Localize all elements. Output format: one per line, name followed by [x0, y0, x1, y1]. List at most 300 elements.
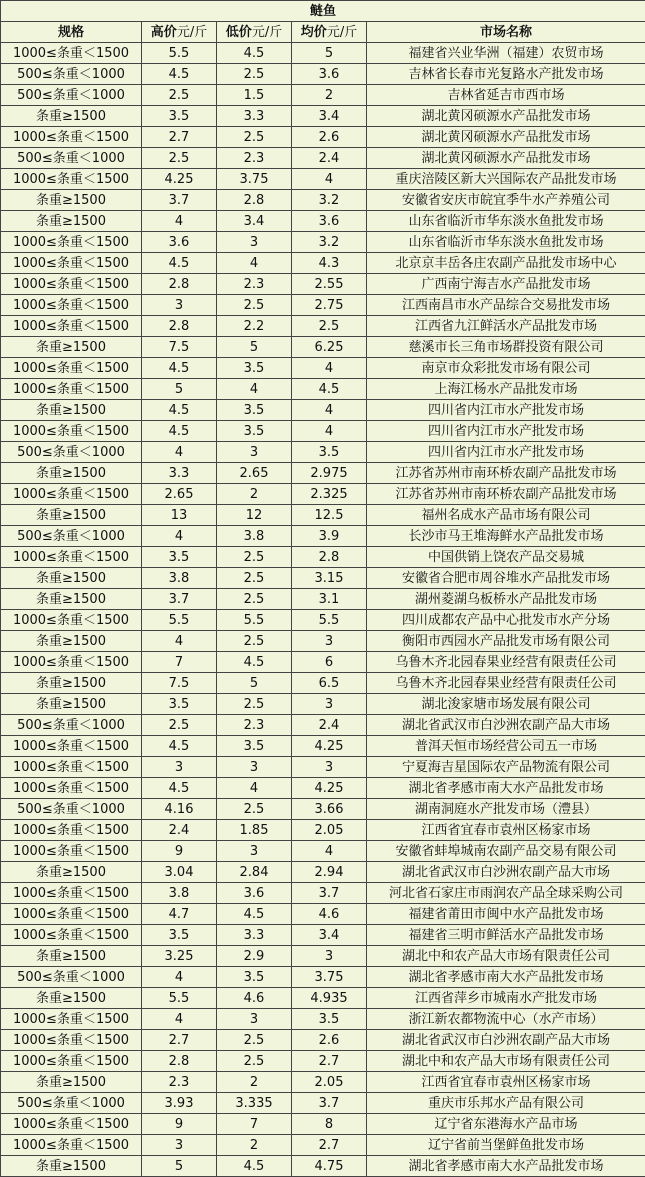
cell-market-name: 辽宁省东港海水产品市场 [367, 1114, 645, 1135]
cell-avg-price: 12.5 [292, 505, 367, 526]
cell-high-price: 4 [142, 211, 217, 232]
cell-high-price: 4.5 [142, 64, 217, 85]
cell-avg-price: 3.2 [292, 232, 367, 253]
cell-low-price: 4 [217, 379, 292, 400]
cell-high-price: 4 [142, 1009, 217, 1030]
table-row [1, 568, 645, 589]
cell-high-price: 4.5 [142, 421, 217, 442]
cell-high-price: 4.5 [142, 736, 217, 757]
cell-low-price: 7 [217, 1114, 292, 1135]
cell-spec: 条重≥1500 [1, 400, 142, 421]
cell-high-price: 2.7 [142, 1030, 217, 1051]
cell-low-price: 2.2 [217, 316, 292, 337]
table-row [1, 652, 645, 673]
cell-market-name: 浙江新农都物流中心（水产市场） [367, 1009, 645, 1030]
cell-low-price: 4.5 [217, 1156, 292, 1177]
cell-spec: 条重≥1500 [1, 1156, 142, 1177]
cell-avg-price: 3.66 [292, 799, 367, 820]
cell-avg-price: 3.7 [292, 1093, 367, 1114]
cell-high-price: 5 [142, 379, 217, 400]
cell-high-price: 4.5 [142, 358, 217, 379]
cell-high-price: 2.3 [142, 1072, 217, 1093]
cell-spec: 1000≤条重＜1500 [1, 1030, 142, 1051]
cell-high-price: 3 [142, 1135, 217, 1156]
cell-low-price: 3 [217, 442, 292, 463]
cell-low-price: 4 [217, 778, 292, 799]
cell-high-price: 3 [142, 295, 217, 316]
cell-market-name: 福建省三明市鲜活水产品批发市场 [367, 925, 645, 946]
cell-market-name: 湖北省孝感市南大水产品批发市场 [367, 967, 645, 988]
cell-market-name: 湖北省武汉市白沙洲农副产品大市场 [367, 862, 645, 883]
table-row [1, 799, 645, 820]
cell-market-name: 辽宁省前当堡鲜鱼批发市场 [367, 1135, 645, 1156]
cell-low-price: 2.5 [217, 589, 292, 610]
cell-avg-price: 3.5 [292, 1009, 367, 1030]
table-row [1, 232, 645, 253]
table-row [1, 547, 645, 568]
cell-high-price: 3.6 [142, 232, 217, 253]
cell-high-price: 7.5 [142, 673, 217, 694]
cell-spec: 条重≥1500 [1, 463, 142, 484]
cell-spec: 1000≤条重＜1500 [1, 421, 142, 442]
cell-market-name: 长沙市马王堆海鲜水产品批发市场 [367, 526, 645, 547]
table-row [1, 526, 645, 547]
table-title: 鲢鱼 [1, 1, 645, 22]
cell-spec: 500≤条重＜1000 [1, 442, 142, 463]
cell-market-name: 四川省内江市水产批发市场 [367, 400, 645, 421]
cell-spec: 1000≤条重＜1500 [1, 1009, 142, 1030]
cell-low-price: 2.65 [217, 463, 292, 484]
cell-market-name: 安徽省安庆市皖宜季牛水产养殖公司 [367, 190, 645, 211]
cell-spec: 500≤条重＜1000 [1, 799, 142, 820]
cell-spec: 1000≤条重＜1500 [1, 379, 142, 400]
cell-spec: 1000≤条重＜1500 [1, 1135, 142, 1156]
header-high-unit: 元/斤 [176, 24, 208, 40]
cell-spec: 500≤条重＜1000 [1, 526, 142, 547]
cell-high-price: 4.5 [142, 778, 217, 799]
cell-avg-price: 3 [292, 631, 367, 652]
cell-high-price: 4 [142, 967, 217, 988]
cell-high-price: 5.5 [142, 988, 217, 1009]
table-row [1, 85, 645, 106]
header-high: 高价元/斤 [142, 22, 217, 43]
cell-market-name: 湖北中和农产品大市场有限责任公司 [367, 946, 645, 967]
header-low: 低价元/斤 [217, 22, 292, 43]
cell-spec: 1000≤条重＜1500 [1, 127, 142, 148]
cell-low-price: 2.8 [217, 190, 292, 211]
cell-high-price: 3.8 [142, 883, 217, 904]
cell-avg-price: 3.5 [292, 442, 367, 463]
cell-avg-price: 2.5 [292, 316, 367, 337]
cell-avg-price: 4.5 [292, 379, 367, 400]
cell-spec: 条重≥1500 [1, 1072, 142, 1093]
cell-spec: 条重≥1500 [1, 631, 142, 652]
table-row [1, 1030, 645, 1051]
cell-low-price: 2.5 [217, 64, 292, 85]
cell-low-price: 3.75 [217, 169, 292, 190]
cell-market-name: 湖北省孝感市南大水产品批发市场 [367, 1156, 645, 1177]
cell-spec: 1000≤条重＜1500 [1, 904, 142, 925]
table-row [1, 904, 645, 925]
table-row [1, 358, 645, 379]
cell-avg-price: 6 [292, 652, 367, 673]
cell-low-price: 2 [217, 1135, 292, 1156]
cell-high-price: 2.5 [142, 715, 217, 736]
cell-high-price: 9 [142, 841, 217, 862]
cell-spec: 1000≤条重＜1500 [1, 610, 142, 631]
cell-high-price: 3.8 [142, 568, 217, 589]
cell-high-price: 4 [142, 526, 217, 547]
cell-high-price: 2.5 [142, 148, 217, 169]
cell-spec: 1000≤条重＜1500 [1, 232, 142, 253]
cell-avg-price: 2.4 [292, 148, 367, 169]
cell-spec: 1000≤条重＜1500 [1, 274, 142, 295]
cell-avg-price: 4.6 [292, 904, 367, 925]
table-body [1, 43, 645, 1177]
cell-high-price: 4.5 [142, 400, 217, 421]
cell-high-price: 3.25 [142, 946, 217, 967]
cell-market-name: 四川省内江市水产批发市场 [367, 442, 645, 463]
table-row [1, 421, 645, 442]
cell-high-price: 4 [142, 631, 217, 652]
cell-market-name: 湖北中和农产品大市场有限责任公司 [367, 1051, 645, 1072]
cell-market-name: 福州名成水产品市场有限公司 [367, 505, 645, 526]
cell-high-price: 3.5 [142, 694, 217, 715]
cell-market-name: 广西南宁海吉水产品批发市场 [367, 274, 645, 295]
table-row [1, 841, 645, 862]
cell-spec: 500≤条重＜1000 [1, 715, 142, 736]
cell-spec: 条重≥1500 [1, 337, 142, 358]
cell-market-name: 重庆涪陵区新大兴国际农产品批发市场 [367, 169, 645, 190]
cell-spec: 条重≥1500 [1, 694, 142, 715]
cell-avg-price: 2.55 [292, 274, 367, 295]
cell-avg-price: 3.6 [292, 64, 367, 85]
cell-spec: 1000≤条重＜1500 [1, 43, 142, 64]
cell-low-price: 3 [217, 1009, 292, 1030]
cell-avg-price: 4 [292, 169, 367, 190]
table-row [1, 1114, 645, 1135]
cell-avg-price: 4.25 [292, 778, 367, 799]
cell-market-name: 湖北浚家塘市场发展有限公司 [367, 694, 645, 715]
cell-avg-price: 3.9 [292, 526, 367, 547]
cell-high-price: 4.25 [142, 169, 217, 190]
cell-avg-price: 2.8 [292, 547, 367, 568]
cell-low-price: 4.5 [217, 904, 292, 925]
cell-high-price: 2.7 [142, 127, 217, 148]
cell-spec: 1000≤条重＜1500 [1, 253, 142, 274]
table-row [1, 379, 645, 400]
cell-high-price: 3.7 [142, 190, 217, 211]
table-row [1, 463, 645, 484]
cell-high-price: 3.3 [142, 463, 217, 484]
cell-avg-price: 3 [292, 757, 367, 778]
table-row [1, 883, 645, 904]
cell-high-price: 3.5 [142, 547, 217, 568]
cell-market-name: 中国供销上饶农产品交易城 [367, 547, 645, 568]
cell-market-name: 湖北黄冈硕源水产品批发市场 [367, 148, 645, 169]
cell-avg-price: 4 [292, 358, 367, 379]
cell-avg-price: 2.94 [292, 862, 367, 883]
cell-market-name: 江苏省苏州市南环桥农副产品批发市场 [367, 463, 645, 484]
cell-low-price: 2.3 [217, 148, 292, 169]
cell-spec: 条重≥1500 [1, 505, 142, 526]
cell-spec: 1000≤条重＜1500 [1, 925, 142, 946]
cell-market-name: 普洱天恒市场经营公司五一市场 [367, 736, 645, 757]
cell-low-price: 3.5 [217, 736, 292, 757]
cell-avg-price: 2.6 [292, 127, 367, 148]
cell-avg-price: 5 [292, 43, 367, 64]
cell-high-price: 3 [142, 757, 217, 778]
cell-spec: 条重≥1500 [1, 673, 142, 694]
cell-high-price: 3.04 [142, 862, 217, 883]
cell-avg-price: 2.325 [292, 484, 367, 505]
cell-avg-price: 3.4 [292, 925, 367, 946]
table-row [1, 673, 645, 694]
table-row [1, 505, 645, 526]
cell-low-price: 3.4 [217, 211, 292, 232]
cell-market-name: 重庆市乐邦水产品有限公司 [367, 1093, 645, 1114]
cell-low-price: 1.5 [217, 85, 292, 106]
cell-avg-price: 2.05 [292, 1072, 367, 1093]
table-row [1, 757, 645, 778]
cell-low-price: 2.5 [217, 694, 292, 715]
table-row [1, 64, 645, 85]
cell-high-price: 3.5 [142, 925, 217, 946]
cell-market-name: 宁夏海吉星国际农产品物流有限公司 [367, 757, 645, 778]
cell-high-price: 3.7 [142, 589, 217, 610]
cell-spec: 条重≥1500 [1, 106, 142, 127]
cell-avg-price: 2.05 [292, 820, 367, 841]
cell-market-name: 安徽省蚌埠城南农副产品交易有限公司 [367, 841, 645, 862]
cell-low-price: 4 [217, 253, 292, 274]
cell-low-price: 2.5 [217, 799, 292, 820]
table-row [1, 169, 645, 190]
cell-low-price: 3.5 [217, 421, 292, 442]
cell-avg-price: 2 [292, 85, 367, 106]
cell-market-name: 四川省内江市水产批发市场 [367, 421, 645, 442]
cell-low-price: 5 [217, 673, 292, 694]
table-row [1, 631, 645, 652]
cell-avg-price: 4 [292, 841, 367, 862]
cell-avg-price: 2.6 [292, 1030, 367, 1051]
table-row [1, 211, 645, 232]
cell-avg-price: 3 [292, 946, 367, 967]
cell-market-name: 乌鲁木齐北园春果业经营有限责任公司 [367, 652, 645, 673]
cell-market-name: 安徽省合肥市周谷堆水产品批发市场 [367, 568, 645, 589]
cell-high-price: 2.8 [142, 274, 217, 295]
cell-spec: 500≤条重＜1000 [1, 85, 142, 106]
cell-market-name: 湖北省孝感市南大水产品批发市场 [367, 778, 645, 799]
cell-avg-price: 3.15 [292, 568, 367, 589]
table-row [1, 925, 645, 946]
cell-market-name: 南京市众彩批发市场有限公司 [367, 358, 645, 379]
cell-low-price: 2.3 [217, 715, 292, 736]
table-row [1, 778, 645, 799]
cell-low-price: 4.6 [217, 988, 292, 1009]
cell-market-name: 慈溪市长三角市场群投资有限公司 [367, 337, 645, 358]
table-row [1, 1135, 645, 1156]
cell-high-price: 5.5 [142, 43, 217, 64]
table-row [1, 316, 645, 337]
cell-spec: 1000≤条重＜1500 [1, 883, 142, 904]
header-market: 市场名称 [367, 22, 645, 43]
cell-spec: 条重≥1500 [1, 862, 142, 883]
cell-spec: 条重≥1500 [1, 988, 142, 1009]
cell-spec: 1000≤条重＜1500 [1, 841, 142, 862]
cell-avg-price: 4.25 [292, 736, 367, 757]
cell-low-price: 2.5 [217, 568, 292, 589]
cell-avg-price: 6.5 [292, 673, 367, 694]
cell-market-name: 四川成都农产品中心批发市水产分场 [367, 610, 645, 631]
cell-market-name: 湖北省武汉市白沙洲农副产品大市场 [367, 1030, 645, 1051]
cell-high-price: 4.5 [142, 253, 217, 274]
cell-low-price: 5 [217, 337, 292, 358]
cell-high-price: 2.8 [142, 316, 217, 337]
table-row [1, 127, 645, 148]
cell-high-price: 2.8 [142, 1051, 217, 1072]
cell-spec: 1000≤条重＜1500 [1, 547, 142, 568]
cell-market-name: 湖州菱湖乌板桥水产品批发市场 [367, 589, 645, 610]
cell-high-price: 4 [142, 442, 217, 463]
cell-market-name: 江苏省苏州市南环桥农副产品批发市场 [367, 484, 645, 505]
cell-avg-price: 3.75 [292, 967, 367, 988]
cell-spec: 1000≤条重＜1500 [1, 1051, 142, 1072]
cell-avg-price: 2.7 [292, 1051, 367, 1072]
cell-avg-price: 3.2 [292, 190, 367, 211]
table-row [1, 400, 645, 421]
cell-spec: 500≤条重＜1000 [1, 967, 142, 988]
cell-market-name: 江西南昌市水产品综合交易批发市场 [367, 295, 645, 316]
cell-spec: 1000≤条重＜1500 [1, 484, 142, 505]
cell-spec: 1000≤条重＜1500 [1, 778, 142, 799]
table-row [1, 253, 645, 274]
cell-high-price: 3.5 [142, 106, 217, 127]
header-spec: 规格 [1, 22, 142, 43]
cell-low-price: 2.5 [217, 631, 292, 652]
cell-low-price: 3.6 [217, 883, 292, 904]
cell-low-price: 3.5 [217, 967, 292, 988]
cell-market-name: 江西省宜春市袁州区杨家市场 [367, 820, 645, 841]
table-row [1, 967, 645, 988]
table-row [1, 988, 645, 1009]
cell-market-name: 上海江杨水产品批发市场 [367, 379, 645, 400]
cell-low-price: 2.5 [217, 547, 292, 568]
table-row [1, 1072, 645, 1093]
cell-avg-price: 2.975 [292, 463, 367, 484]
cell-high-price: 4.16 [142, 799, 217, 820]
cell-market-name: 湖北黄冈硕源水产品批发市场 [367, 127, 645, 148]
cell-high-price: 2.4 [142, 820, 217, 841]
table-row [1, 589, 645, 610]
cell-spec: 500≤条重＜1000 [1, 148, 142, 169]
cell-avg-price: 4 [292, 421, 367, 442]
cell-low-price: 2.9 [217, 946, 292, 967]
cell-market-name: 福建省莆田市闽中水产品批发市场 [367, 904, 645, 925]
cell-low-price: 3.3 [217, 106, 292, 127]
table-row [1, 715, 645, 736]
cell-low-price: 2.3 [217, 274, 292, 295]
cell-market-name: 江西省宜春市袁州区杨家市场 [367, 1072, 645, 1093]
cell-market-name: 衡阳市西园水产品批发市场有限公司 [367, 631, 645, 652]
cell-avg-price: 4.935 [292, 988, 367, 1009]
cell-low-price: 4.5 [217, 43, 292, 64]
cell-spec: 1000≤条重＜1500 [1, 736, 142, 757]
table-row [1, 106, 645, 127]
table-row [1, 820, 645, 841]
cell-market-name: 湖北省武汉市白沙洲农副产品大市场 [367, 715, 645, 736]
cell-low-price: 2 [217, 1072, 292, 1093]
cell-market-name: 江西省萍乡市城南水产批发市场 [367, 988, 645, 1009]
cell-market-name: 吉林省延吉市西市场 [367, 85, 645, 106]
cell-avg-price: 2.7 [292, 1135, 367, 1156]
table-row [1, 442, 645, 463]
cell-low-price: 2.5 [217, 295, 292, 316]
cell-spec: 1000≤条重＜1500 [1, 316, 142, 337]
table-row [1, 484, 645, 505]
table-row [1, 43, 645, 64]
cell-market-name: 山东省临沂市华东淡水鱼批发市场 [367, 211, 645, 232]
cell-high-price: 13 [142, 505, 217, 526]
cell-spec: 条重≥1500 [1, 946, 142, 967]
cell-low-price: 3 [217, 232, 292, 253]
table-row [1, 946, 645, 967]
title-row [1, 1, 645, 22]
cell-market-name: 北京京丰岳各庄农副产品批发市场中心 [367, 253, 645, 274]
cell-high-price: 2.5 [142, 85, 217, 106]
cell-avg-price: 3.7 [292, 883, 367, 904]
cell-low-price: 3.335 [217, 1093, 292, 1114]
table-row [1, 694, 645, 715]
header-low-unit: 元/斤 [251, 24, 283, 40]
cell-low-price: 2.84 [217, 862, 292, 883]
header-row [1, 22, 645, 43]
cell-low-price: 3.5 [217, 358, 292, 379]
cell-avg-price: 4.75 [292, 1156, 367, 1177]
cell-low-price: 3.3 [217, 925, 292, 946]
cell-market-name: 河北省石家庄市雨润农产品全球采购公司 [367, 883, 645, 904]
table-row [1, 295, 645, 316]
cell-spec: 1000≤条重＜1500 [1, 757, 142, 778]
cell-high-price: 5.5 [142, 610, 217, 631]
cell-avg-price: 3 [292, 694, 367, 715]
cell-avg-price: 3.6 [292, 211, 367, 232]
table-row [1, 190, 645, 211]
cell-spec: 1000≤条重＜1500 [1, 358, 142, 379]
cell-spec: 1000≤条重＜1500 [1, 1114, 142, 1135]
cell-spec: 条重≥1500 [1, 589, 142, 610]
cell-market-name: 湖北黄冈硕源水产品批发市场 [367, 106, 645, 127]
table-row [1, 337, 645, 358]
cell-low-price: 2.5 [217, 1051, 292, 1072]
cell-market-name: 江西省九江鲜活水产品批发市场 [367, 316, 645, 337]
cell-spec: 500≤条重＜1000 [1, 1093, 142, 1114]
cell-avg-price: 5.5 [292, 610, 367, 631]
cell-low-price: 3 [217, 757, 292, 778]
cell-high-price: 5 [142, 1156, 217, 1177]
cell-high-price: 3.93 [142, 1093, 217, 1114]
table-row [1, 1156, 645, 1177]
cell-low-price: 1.85 [217, 820, 292, 841]
cell-market-name: 福建省兴业华洲（福建）农贸市场 [367, 43, 645, 64]
table-row [1, 862, 645, 883]
cell-market-name: 乌鲁木齐北园春果业经营有限责任公司 [367, 673, 645, 694]
cell-market-name: 湖南洞庭水产批发市场（澧县） [367, 799, 645, 820]
cell-high-price: 9 [142, 1114, 217, 1135]
cell-avg-price: 2.4 [292, 715, 367, 736]
cell-market-name: 山东省临沂市华东淡水鱼批发市场 [367, 232, 645, 253]
cell-high-price: 7 [142, 652, 217, 673]
cell-high-price: 2.65 [142, 484, 217, 505]
